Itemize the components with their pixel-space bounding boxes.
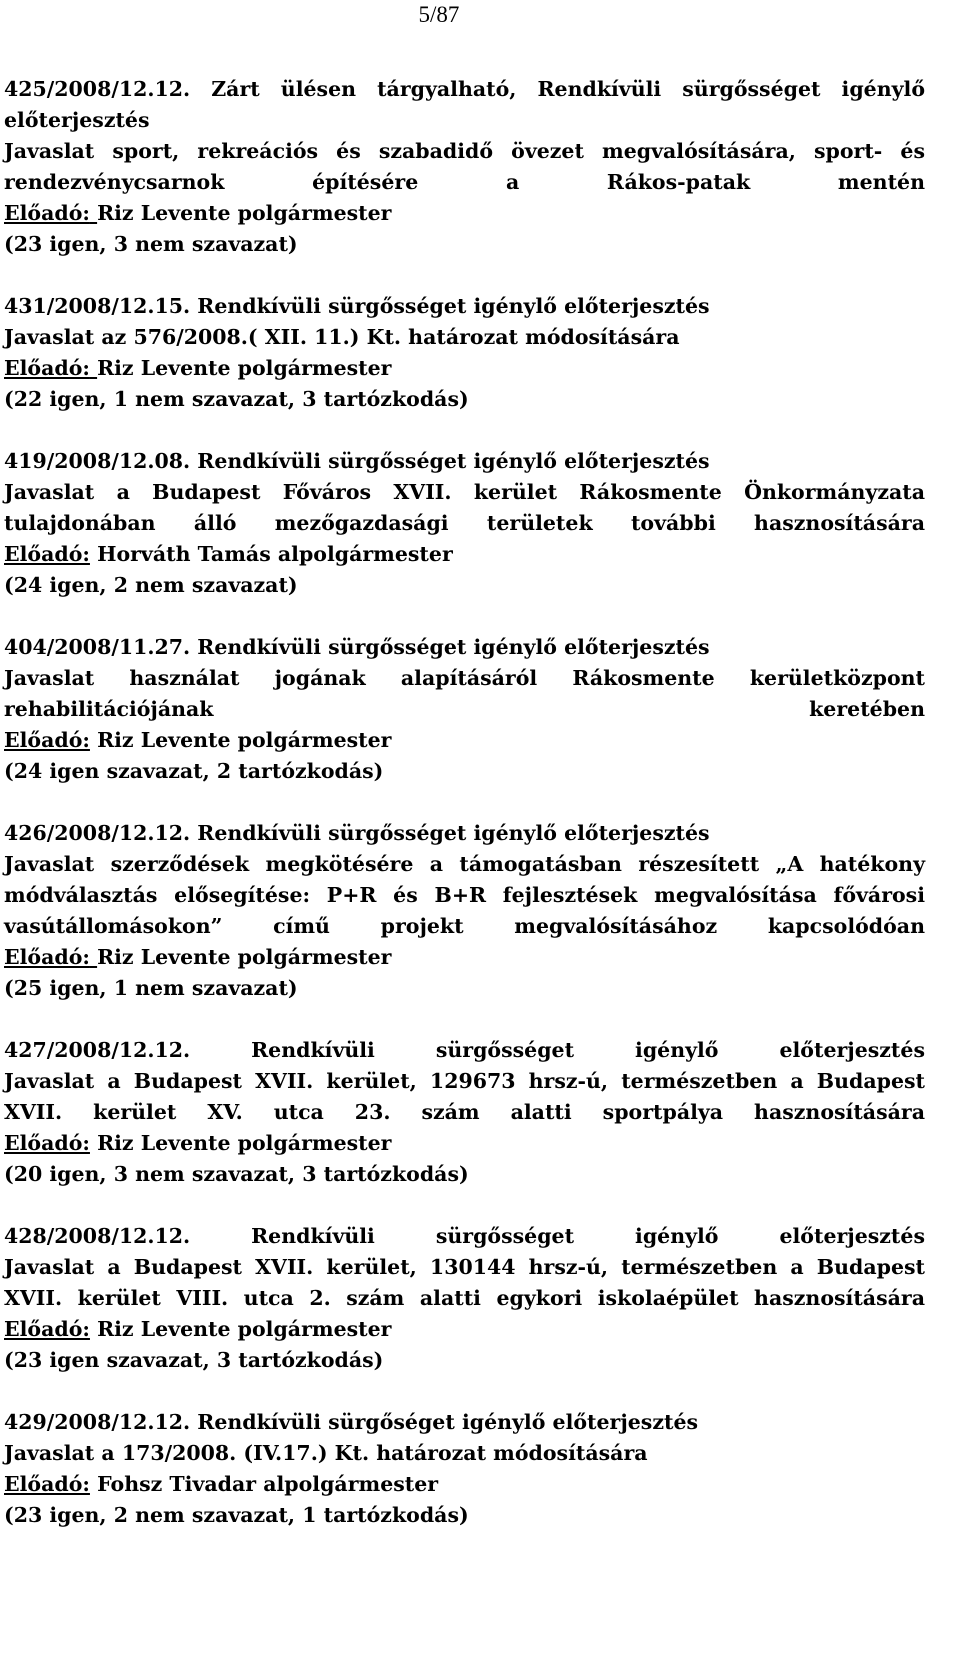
entry-vote: (24 igen, 2 nem szavazat) [4, 573, 298, 597]
presenter-label: Előadó: [4, 1472, 90, 1496]
entry-title: Javaslat a Budapest XVII. kerület, 130144 hrsz-ú, természetben a Budapest XVII. kerület VIII. utca 2. szám alatti egykori iskolaépület hasznosítására [4, 1255, 925, 1310]
presenter-name: Riz Levente polgármester [97, 1131, 392, 1155]
entry-vote: (23 igen szavazat, 3 tartózkodás) [4, 1348, 384, 1372]
resolution-entry [4, 291, 925, 415]
entry-vote: (24 igen szavazat, 2 tartózkodás) [4, 759, 384, 783]
presenter-name: Riz Levente polgármester [97, 728, 392, 752]
presenter-label: Előadó: [4, 356, 90, 380]
presenter-name: Fohsz Tivadar alpolgármester [97, 1472, 439, 1496]
page-number: 5/87 [418, 2, 460, 27]
presenter-label: Előadó: [4, 1131, 90, 1155]
entry-head: 419/2008/12.08. Rendkívüli sürgősséget igénylő előterjesztés [4, 449, 710, 473]
entry-head: 429/2008/12.12. Rendkívüli sürgőséget igénylő előterjesztés [4, 1410, 699, 1434]
resolution-entry [4, 446, 925, 601]
presenter-name: Riz Levente polgármester [97, 945, 392, 969]
resolution-entry [4, 818, 925, 1004]
presenter-label: Előadó: [4, 728, 90, 752]
entry-presenter [4, 725, 925, 756]
entry-title: Javaslat az 576/2008.( XII. 11.) Kt. határozat módosítására [4, 325, 680, 349]
presenter-name: Horváth Tamás alpolgármester [97, 542, 453, 566]
entry-head: 427/2008/12.12. Rendkívüli sürgősséget igénylő előterjesztés [4, 1038, 925, 1062]
entry-presenter [4, 1314, 925, 1345]
entry-head: 428/2008/12.12. Rendkívüli sürgősséget igénylő előterjesztés [4, 1224, 925, 1248]
presenter-label: Előadó: [4, 1317, 90, 1341]
presenter-label: Előadó: [4, 201, 90, 225]
entry-presenter [4, 198, 925, 229]
entry-title: Javaslat használat jogának alapításáról Rákosmente kerületközpont rehabilitációjának keretében [4, 666, 925, 721]
entry-presenter [4, 353, 925, 384]
presenter-label: Előadó: [4, 542, 90, 566]
resolution-entry [4, 1407, 925, 1531]
entry-presenter [4, 1469, 925, 1500]
resolution-entry [4, 74, 925, 260]
entry-title: Javaslat sport, rekreációs és szabadidő övezet megvalósítására, sport- és rendezvénycsarnok építésére a Rákos-patak mentén [4, 139, 925, 194]
entry-vote: (23 igen, 3 nem szavazat) [4, 232, 298, 256]
entry-presenter [4, 539, 925, 570]
resolution-list [4, 74, 925, 1562]
presenter-name: Riz Levente polgármester [97, 201, 392, 225]
presenter-name: Riz Levente polgármester [97, 1317, 392, 1341]
entry-title: Javaslat a Budapest Főváros XVII. kerület Rákosmente Önkormányzata tulajdonában álló mezőgazdasági területek további hasznosítására [4, 480, 925, 535]
resolution-entry [4, 1221, 925, 1376]
entry-presenter [4, 1128, 925, 1159]
entry-head: 426/2008/12.12. Rendkívüli sürgősséget igénylő előterjesztés [4, 821, 710, 845]
entry-vote: (25 igen, 1 nem szavazat) [4, 976, 298, 1000]
entry-head: 431/2008/12.15. Rendkívüli sürgősséget igénylő előterjesztés [4, 294, 710, 318]
entry-vote: (22 igen, 1 nem szavazat, 3 tartózkodás) [4, 387, 469, 411]
entry-head: 425/2008/12.12. Zárt ülésen tárgyalható, Rendkívüli sürgősséget igénylő előterjesztés [4, 77, 925, 132]
entry-title: Javaslat a Budapest XVII. kerület, 129673 hrsz-ú, természetben a Budapest XVII. kerület XV. utca 23. szám alatti sportpálya hasznosítására [4, 1069, 925, 1124]
resolution-entry [4, 1035, 925, 1190]
entry-vote: (23 igen, 2 nem szavazat, 1 tartózkodás) [4, 1503, 469, 1527]
resolution-entry [4, 632, 925, 787]
presenter-name: Riz Levente polgármester [97, 356, 392, 380]
entry-presenter [4, 942, 925, 973]
entry-title: Javaslat a 173/2008. (IV.17.) Kt. határozat módosítására [4, 1441, 648, 1465]
presenter-label: Előadó: [4, 945, 90, 969]
entry-head: 404/2008/11.27. Rendkívüli sürgősséget igénylő előterjesztés [4, 635, 710, 659]
entry-vote: (20 igen, 3 nem szavazat, 3 tartózkodás) [4, 1162, 469, 1186]
entry-title: Javaslat szerződések megkötésére a támogatásban részesített „A hatékony módválasztás elősegítése: P+R és B+R fejlesztések megvalósítása fővárosi vasútállomásokon” című projekt megvalósításához kapcsolódóan [4, 852, 925, 938]
